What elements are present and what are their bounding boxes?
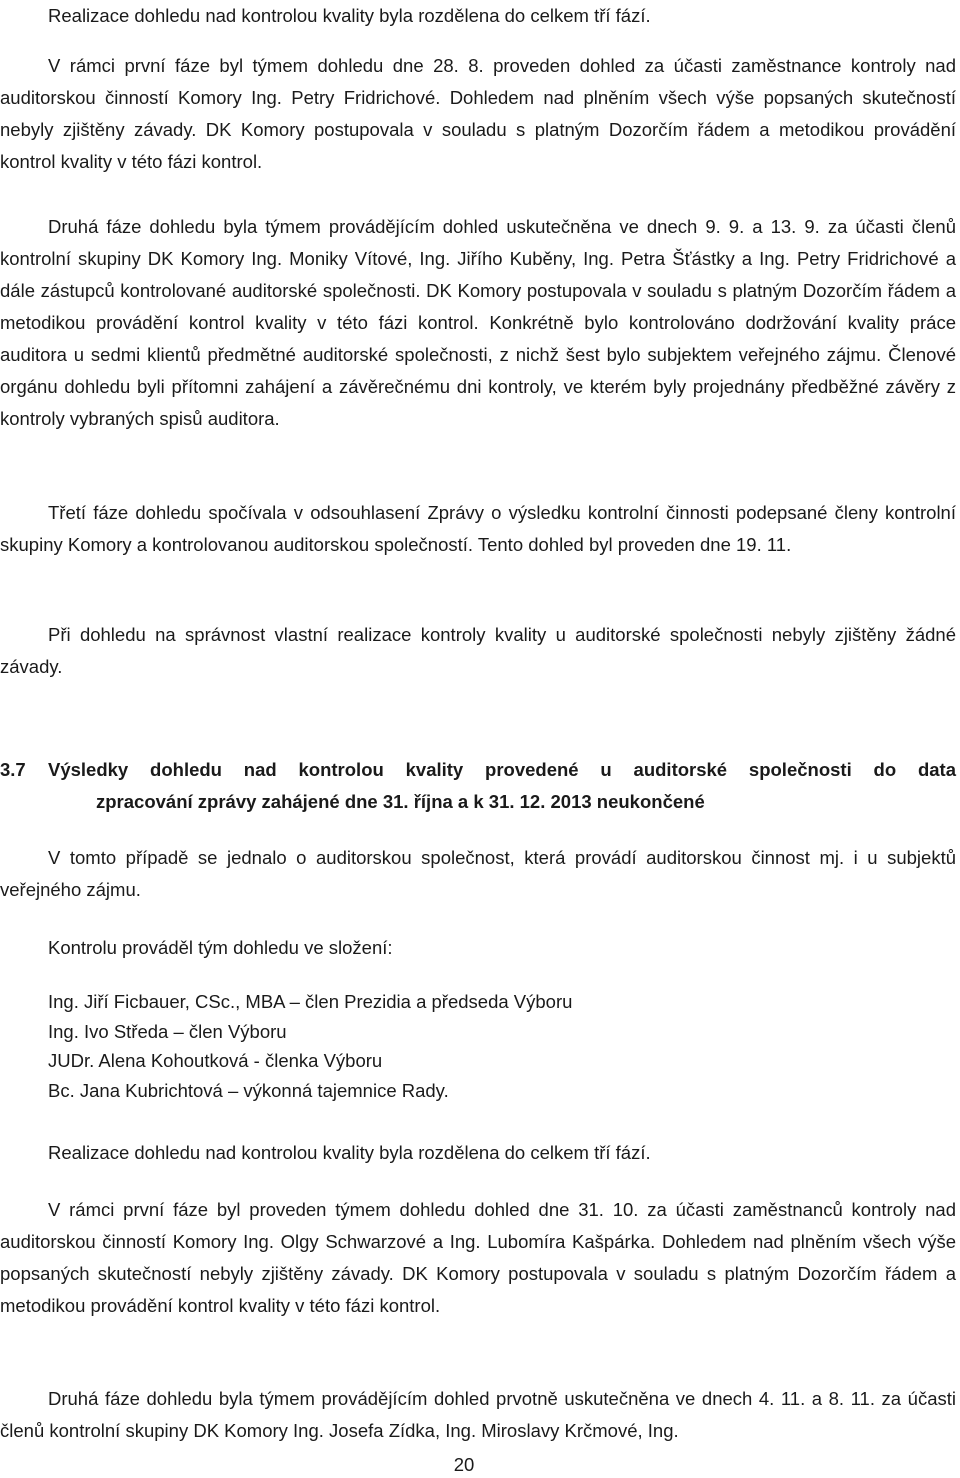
- paragraph-first-phase-2: V rámci první fáze byl proveden týmem dohledu dohled dne 31. 10. za účasti zaměstnanců kontroly nad auditorskou činností Komory Ing. Olgy Schwarzové a Ing. Lubomíra Kašpárka. Dohledem nad plněním všech výše popsaných skutečností nebyly zjištěny závady. DK Komory postupovala v souladu s platným Dozorčím řádem a metodikou provádění kontrol kvality v této fázi kontrol.: [0, 1199, 956, 1316]
- paragraph-case-description: V tomto případě se jednalo o auditorskou společnost, která provádí auditorskou činnost mj. i u subjektů veřejného zájmu.: [0, 847, 956, 900]
- paragraph-conclusion-1: Při dohledu na správnost vlastní realizace kontroly kvality u auditorské společnosti nebyly zjištěny žádné závady.: [0, 624, 956, 677]
- paragraph-phases-intro-1: Realizace dohledu nad kontrolou kvality byla rozdělena do celkem tří fází.: [48, 5, 651, 26]
- section-heading: [0, 754, 956, 818]
- section-number: 3.7: [0, 759, 26, 780]
- section-title-line-2: zpracování zprávy zahájené dne 31. října a k 31. 12. 2013 neukončené: [96, 791, 705, 812]
- team-member: JUDr. Alena Kohoutková - členka Výboru: [48, 1050, 383, 1071]
- team-member: Ing. Jiří Ficbauer, CSc., MBA – člen Prezidia a předseda Výboru: [48, 991, 573, 1012]
- paragraph-second-phase-2: Druhá fáze dohledu byla týmem provádějícím dohled prvotně uskutečněna ve dnech 4. 11. a 8. 11. za účasti členů kontrolní skupiny DK Komory Ing. Josefa Zídka, Ing. Miroslavy Krčmové, Ing.: [0, 1388, 956, 1441]
- paragraph-phases-intro-2: Realizace dohledu nad kontrolou kvality byla rozdělena do celkem tří fází.: [48, 1142, 651, 1163]
- paragraph-third-phase-1: Třetí fáze dohledu spočívala v odsouhlasení Zprávy o výsledku kontrolní činnosti podepsané členy kontrolní skupiny Komory a kontrolovanou auditorskou společností. Tento dohled byl proveden dne 19. 11.: [0, 502, 956, 555]
- team-list: [48, 987, 572, 1105]
- paragraph-second-phase-1: Druhá fáze dohledu byla týmem provádějícím dohled uskutečněna ve dnech 9. 9. a 13. 9. za účasti členů kontrolní skupiny DK Komory Ing. Moniky Vítové, Ing. Jiřího Kuběny, Ing. Petra Šťástky a Ing. Petry Fridrichové a dále zástupců kontrolované auditorské společnosti. DK Komory postupovala v souladu s platným Dozorčím řádem a metodikou provádění kontrol kvality v této fázi kontrol. Konkrétně bylo kontrolováno dodržování kvality práce auditora u sedmi klientů předmětné auditorské společnosti, z nichž šest bylo subjektem veřejného zájmu. Členové orgánu dohledu byli přítomni zahájení a závěrečnému dni kontroly, ve kterém byly projednány předběžné závěry z kontroly vybraných spisů auditora.: [0, 216, 956, 429]
- paragraph-team-intro: Kontrolu prováděl tým dohledu ve složení:: [48, 937, 393, 958]
- team-member: Bc. Jana Kubrichtová – výkonná tajemnice Rady.: [48, 1079, 449, 1101]
- paragraph-first-phase-1: V rámci první fáze byl týmem dohledu dne 28. 8. proveden dohled za účasti zaměstnance kontroly nad auditorskou činností Komory Ing. Petry Fridrichové. Dohledem nad plněním všech výše popsaných skutečností nebyly zjištěny závady. DK Komory postupovala v souladu s platným Dozorčím řádem a metodikou provádění kontrol kvality v této fázi kontrol.: [0, 55, 956, 172]
- page-number: 20: [453, 1454, 475, 1475]
- section-title-line-1: Výsledky dohledu nad kontrolou kvality provedené u auditorské společnosti do data: [48, 759, 956, 780]
- team-member: Ing. Ivo Středa – člen Výboru: [48, 1020, 287, 1042]
